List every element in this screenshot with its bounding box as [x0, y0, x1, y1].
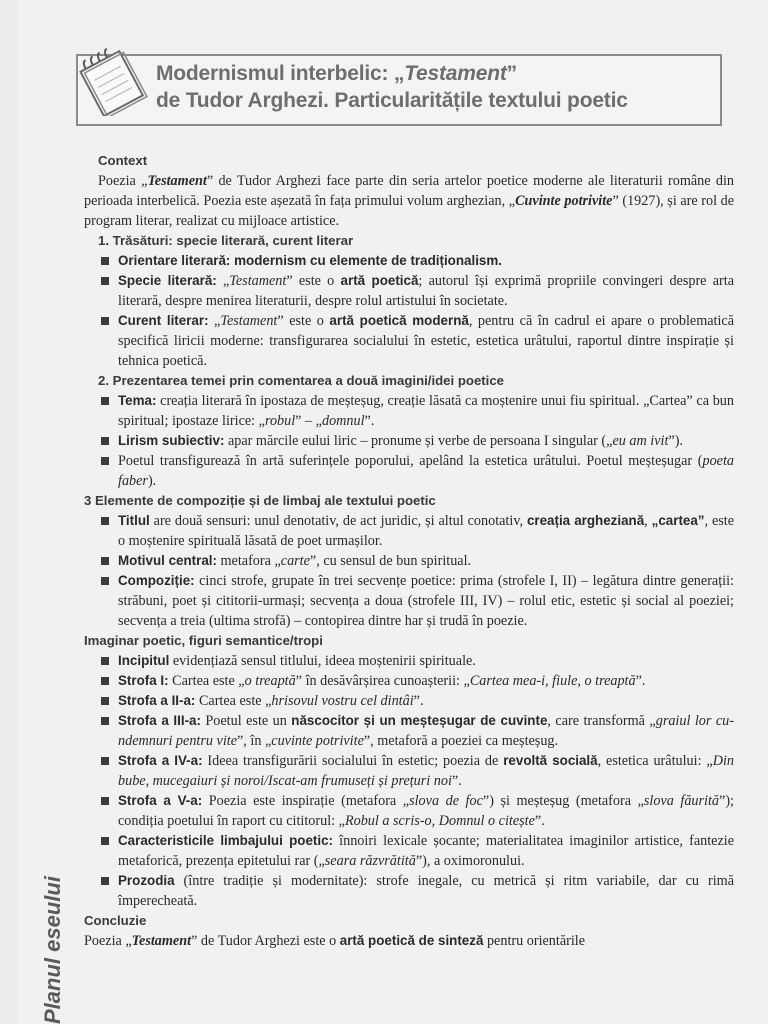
bullet-square-icon	[101, 797, 109, 805]
page-title-line-1: Modernismul interbelic: „Testament”	[156, 62, 517, 85]
list-item: Caracteristicile limbajului poetic: înnoiri lexicale șocante; materialitatea imaginilor artistice, fantezie metaforică, prezența epitetului rar („seara răzvrătită”), a oximoronului.	[84, 831, 734, 871]
section-2-heading: 2. Prezentarea temei prin comentarea a două imagini/idei poetice	[98, 373, 505, 388]
list-item: Lirism subiectiv: apar mărcile eului liric – pronume și verbe de persoana I singular („eu am ivit”).	[84, 431, 734, 451]
bullet-square-icon	[101, 697, 109, 705]
bullet-square-icon	[101, 437, 109, 445]
section-3-heading: 3 Elemente de compoziție și de limbaj ale textului poetic	[84, 493, 436, 508]
list-item: Incipitul evidențiază sensul titlului, ideea moștenirii spirituale.	[84, 651, 734, 671]
bullet-square-icon	[101, 257, 109, 265]
list-item: Strofa a V-a: Poezia este inspirație (metafora „slova de foc”) și meșteșug (metafora „slova făurită”); condiția poetului în raport cu cititorul: „Robul a scris-o, Domnul o citește”.	[84, 791, 734, 831]
conclusion-heading: Concluzie	[84, 913, 147, 928]
list-item: Motivul central: metafora „carte”, cu sensul de bun spiritual.	[84, 551, 734, 571]
bullet-square-icon	[101, 677, 109, 685]
bullet-square-icon	[101, 657, 109, 665]
list-item: Titlul are două sensuri: unul denotativ, de act juridic, și altul conotativ, creația argheziană, „cartea”, este o moștenire spirituală lăsată de poet urmașilor.	[84, 511, 734, 551]
bullet-square-icon	[101, 517, 109, 525]
list-item: Tema: creația literară în ipostaza de meșteșug, creație lăsată ca moștenire unui fiu spiritual. „Cartea” ca bun spiritual; ipostaze lirice: „robul” – „domnul”.	[84, 391, 734, 431]
list-item: Specie literară: „Testament” este o artă poetică; autorul își exprimă propriile convingeri despre arta literară, despre menirea literaturii, despre rolul artistului în societate.	[84, 271, 734, 311]
bullet-square-icon	[101, 557, 109, 565]
notebook-icon	[74, 44, 150, 116]
list-item: Curent literar: „Testament” este o artă poetică modernă, pentru că în cadrul ei apare o problematică specifică liricii moderne: transfigurarea socialului în estetic, estetica urâtului, raportul dintre inspirație și tehnica poetică.	[84, 311, 734, 371]
bullet-square-icon	[101, 837, 109, 845]
conclusion-paragraph: Poezia „Testament” de Tudor Arghezi este o artă poetică de sinteză pentru orientările	[84, 933, 586, 949]
bullet-square-icon	[101, 577, 109, 585]
list-item: Prozodia (între tradiție și modernitate): strofe inegale, cu metrică și ritm variabile, dar cu rimă împerecheată.	[84, 871, 734, 911]
list-item: Compoziție: cinci strofe, grupate în trei secvențe poetice: prima (strofele I, II) – legătura dintre generații: străbuni, poet și cititorii-urmași; secvența a doua (strofele III, IV) – rolul etic, estetic și social al poeziei; secvența a treia (ultima strofă) – contopirea dintre har și trudă în poezie.	[84, 571, 734, 631]
bullet-square-icon	[101, 757, 109, 765]
bullet-square-icon	[101, 717, 109, 725]
context-paragraph: Poezia „Testament” de Tudor Arghezi face parte din seria artelor poetice moderne ale literaturii române din perioada interbelică. Poezia este așezată în fața primului volum arghezian, „Cuvinte potrivite” (1927), și are rol de program literar, realizat cu mijloace artistice.	[84, 173, 734, 229]
section-1-heading: 1. Trăsături: specie literară, curent literar	[98, 233, 354, 248]
context-heading: Context	[98, 153, 148, 168]
list-item: Strofa a IV-a: Ideea transfigurării socialului în estetic; poezia de revoltă socială, estetica urâtului: „Din bube, mucegaiuri și noroi/Iscat-am frumuseți și prețuri noi”.	[84, 751, 734, 791]
bullet-square-icon	[101, 397, 109, 405]
bullet-square-icon	[101, 877, 109, 885]
list-item: Poetul transfigurează în artă suferințele poporului, apelând la estetica urâtului. Poetul meșteșugar (poeta faber).	[84, 451, 734, 491]
section-4-heading: Imaginar poetic, figuri semantice/tropi	[84, 633, 323, 648]
page-title-line-2: de Tudor Arghezi. Particularitățile textului poetic	[156, 89, 628, 112]
side-label: Planul eseului	[40, 876, 65, 1024]
list-item: Strofa I: Cartea este „o treaptă” în desăvârșirea cunoașterii: „Cartea mea-i, fiule, o treaptă”.	[84, 671, 734, 691]
list-item: Strofa a II-a: Cartea este „hrisovul vostru cel dintâi”.	[84, 691, 734, 711]
list-item: Orientare literară: modernism cu elemente de tradiționalism.	[84, 251, 734, 271]
bullet-square-icon	[101, 317, 109, 325]
bullet-square-icon	[101, 457, 109, 465]
list-item: Strofa a III-a: Poetul este un născocitor și un meșteșugar de cuvinte, care transformă „graiul lor cu-ndemnuri pentru vite”, în „cuvinte potrivite”, metaforă a poeziei ca meșteșug.	[84, 711, 734, 751]
bullet-square-icon	[101, 277, 109, 285]
document-body	[84, 151, 734, 951]
